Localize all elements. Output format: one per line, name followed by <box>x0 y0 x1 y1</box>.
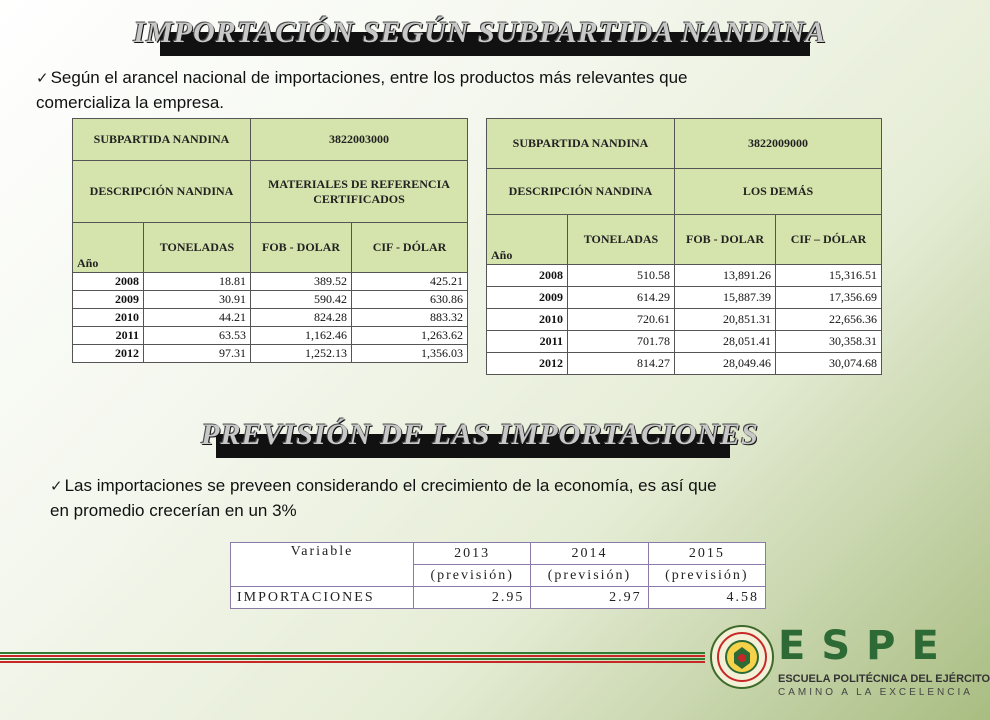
cell-year: 2008 <box>73 273 144 291</box>
descripcion-value: LOS DEMÁS <box>675 169 882 215</box>
subheader-prevision: (previsión) <box>414 565 531 587</box>
cell-fob: 20,851.31 <box>675 309 776 331</box>
section-title-importacion: IMPORTACIÓN SEGÚN SUBPARTIDA NANDINA <box>133 16 827 49</box>
checkmark-icon: ✓ <box>36 70 49 87</box>
cell-cif: 15,316.51 <box>776 265 882 287</box>
cell-year: 2011 <box>487 331 568 353</box>
cell-fob: 13,891.26 <box>675 265 776 287</box>
cell-cif: 1,263.62 <box>352 327 468 345</box>
cell-ton: 30.91 <box>144 291 251 309</box>
bullet-text-line2: comercializa la empresa. <box>36 93 225 112</box>
table-row <box>73 309 468 327</box>
year-2013: 2013 <box>414 543 531 565</box>
logo-tagline: CAMINO A LA EXCELENCIA <box>778 687 973 698</box>
cell-fob: 15,887.39 <box>675 287 776 309</box>
cell-cif: 883.32 <box>352 309 468 327</box>
cell-cif: 30,358.31 <box>776 331 882 353</box>
year-2014: 2014 <box>531 543 648 565</box>
subpartida-value: 3822003000 <box>251 119 468 161</box>
table-row <box>487 169 882 215</box>
stripe-red <box>0 661 705 663</box>
forecast-table <box>230 542 766 609</box>
table-row <box>73 291 468 309</box>
cell-ton: 97.31 <box>144 345 251 363</box>
checkmark-icon: ✓ <box>50 478 63 495</box>
table-subpartida-2 <box>486 118 882 375</box>
bullet-text-line1: Las importaciones se preveen considerando el crecimiento de la economía, es así que <box>64 476 717 495</box>
cell-fob: 590.42 <box>251 291 352 309</box>
cell-fob: 1,252.13 <box>251 345 352 363</box>
table-row <box>487 119 882 169</box>
cell-fob: 389.52 <box>251 273 352 291</box>
cell-cif: 425.21 <box>352 273 468 291</box>
stripe-green <box>0 652 705 654</box>
stripe-green <box>0 658 705 660</box>
subpartida-label: SUBPARTIDA NANDINA <box>487 119 675 169</box>
table-header-row <box>487 215 882 265</box>
col-ano: Año <box>73 223 144 273</box>
table-row <box>73 327 468 345</box>
descripcion-value: MATERIALES DE REFERENCIA CERTIFICADOS <box>251 161 468 223</box>
col-fob: FOB - DOLAR <box>675 215 776 265</box>
value-2013: 2.95 <box>414 587 531 609</box>
cell-year: 2012 <box>487 353 568 375</box>
table-row <box>73 119 468 161</box>
table-row <box>487 309 882 331</box>
subpartida-value: 3822009000 <box>675 119 882 169</box>
col-toneladas: TONELADAS <box>144 223 251 273</box>
cell-cif: 30,074.68 <box>776 353 882 375</box>
value-2014: 2.97 <box>531 587 648 609</box>
table-row <box>487 331 882 353</box>
cell-year: 2009 <box>73 291 144 309</box>
subheader-prevision: (previsión) <box>531 565 648 587</box>
cell-year: 2008 <box>487 265 568 287</box>
year-2015: 2015 <box>648 543 765 565</box>
cell-ton: 720.61 <box>568 309 675 331</box>
col-ano: Año <box>487 215 568 265</box>
espe-logo <box>710 623 990 698</box>
cell-year: 2009 <box>487 287 568 309</box>
cell-cif: 1,356.03 <box>352 345 468 363</box>
cell-cif: 630.86 <box>352 291 468 309</box>
cell-year: 2010 <box>487 309 568 331</box>
table-row <box>487 287 882 309</box>
table-row <box>231 543 766 565</box>
descripcion-label: DESCRIPCIÓN NANDINA <box>73 161 251 223</box>
cell-ton: 44.21 <box>144 309 251 327</box>
cell-ton: 63.53 <box>144 327 251 345</box>
cell-ton: 701.78 <box>568 331 675 353</box>
subheader-prevision: (previsión) <box>648 565 765 587</box>
row-label-importaciones: IMPORTACIONES <box>231 587 414 609</box>
cell-ton: 614.29 <box>568 287 675 309</box>
col-cif: CIF - DÓLAR <box>352 223 468 273</box>
table-row <box>231 587 766 609</box>
value-2015: 4.58 <box>648 587 765 609</box>
descripcion-label: DESCRIPCIÓN NANDINA <box>487 169 675 215</box>
bullet-text-line1: Según el arancel nacional de importaciones, entre los productos más relevantes que <box>50 68 688 87</box>
bullet-importacion <box>36 66 936 115</box>
cell-year: 2010 <box>73 309 144 327</box>
col-cif: CIF – DÓLAR <box>776 215 882 265</box>
subpartida-label: SUBPARTIDA NANDINA <box>73 119 251 161</box>
cell-cif: 17,356.69 <box>776 287 882 309</box>
cell-fob: 1,162.46 <box>251 327 352 345</box>
table-header-row <box>73 223 468 273</box>
stripe-red <box>0 655 705 657</box>
table-subpartida-1 <box>72 118 468 363</box>
cell-year: 2011 <box>73 327 144 345</box>
cell-fob: 28,049.46 <box>675 353 776 375</box>
bullet-prevision <box>50 474 940 523</box>
table-row <box>487 265 882 287</box>
logo-wordmark: ESPE <box>778 623 955 669</box>
cell-fob: 28,051.41 <box>675 331 776 353</box>
cell-ton: 18.81 <box>144 273 251 291</box>
cell-ton: 510.58 <box>568 265 675 287</box>
col-toneladas: TONELADAS <box>568 215 675 265</box>
logo-subtitle: ESCUELA POLITÉCNICA DEL EJÉRCITO <box>778 673 990 685</box>
cell-cif: 22,656.36 <box>776 309 882 331</box>
table-row <box>73 273 468 291</box>
cell-year: 2012 <box>73 345 144 363</box>
seal-icon <box>710 625 774 689</box>
cell-ton: 814.27 <box>568 353 675 375</box>
decorative-stripes <box>0 652 705 664</box>
col-fob: FOB - DOLAR <box>251 223 352 273</box>
table-row <box>73 161 468 223</box>
table-row <box>73 345 468 363</box>
table-row <box>487 353 882 375</box>
bullet-text-line2: en promedio crecerían en un 3% <box>50 501 297 520</box>
col-variable: Variable <box>231 543 414 587</box>
cell-fob: 824.28 <box>251 309 352 327</box>
section-title-prevision: PREVISIÓN DE LAS IMPORTACIONES <box>201 418 759 451</box>
